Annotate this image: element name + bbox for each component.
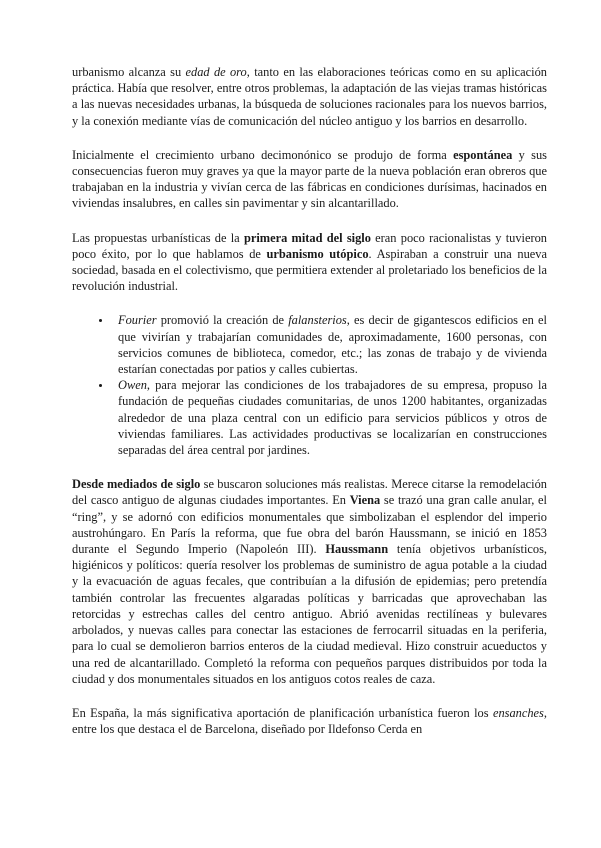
paragraph-urbanism-golden-age: urbanismo alcanza su edad de oro, tanto en las elaboraciones teóricas como en su aplicación práctica. Había que resolver, entre otros problemas, la adaptación de las viejas tramas históricas a las nuevas necesidades urbanas, la búsqueda de soluciones racionales para los nuevos barrios, y la conexión mediante vías de comunicación del núcleo antiguo y los barrios en desarrollo. [72,65,547,128]
list-item-fourier: • Fourier promovió la creación de falansterios, es decir de gigantescos edificios en el que vivirían y trabajarían comunidades de, aproximadamente, 1600 personas, con servicios comunes de biblioteca, comedor, etc.; las zonas de trabajo y de vivienda estarían conectadas por patios y calles cubiertas. [112,312,547,377]
bold-desde-mediados: Desde mediados de siglo [72,477,201,492]
bold-viena: Viena [349,493,381,508]
paragraph-spain-ensanches: En España, la más significativa aportación de planificación urbanística fueron los ensanches, entre los que destaca el de Barcelona, diseñado por Ildefonso Cerda en [72,705,547,737]
emphasis-edad-de-oro: edad de oro [185,65,247,79]
bold-primera-mitad: primera mitad del siglo [243,230,371,245]
paragraph-spontaneous-growth: Inicialmente el crecimiento urbano decimonónico se produjo de forma espontánea y sus consecuencias fueron muy graves ya que la mayor parte de la nueva población eran obreros que trabajaban en la industria y vivían cerca de las fábricas en condiciones durísimas, hacinados en viviendas insalubres, en calles sin pavimentar y sin alcantarillado. [72,147,547,211]
list-item-owen: • Owen, para mejorar las condiciones de los trabajadores de su empresa, propuso la fundación de pequeñas ciudades comunitarias, de unos 1200 habitantes, organizadas alrededor de una plaza central con un edificio para servicios públicos y otros de viviendas familiares. Las actividades productivas se localizarían en construcciones separadas del área central por jardines. [112,377,547,458]
bold-espontanea: espontánea [453,147,513,162]
emphasis-ensanches: ensanches [492,705,544,720]
emphasis-falansterios: falansterios [288,313,347,328]
utopian-proposals-list [72,312,547,458]
bold-haussmann: Haussmann [325,542,389,557]
emphasis-fourier: Fourier [118,313,157,328]
paragraph-realist-solutions: Desde mediados de siglo se buscaron soluciones más realistas. Merece citarse la remodelación del casco antiguo de algunas ciudades importantes. En Viena se trazó una gran calle anular, el “ring”, y se adornó con edificios monumentales que simbolizaban el esplendor del imperio austrohúngaro. En París la reforma, que fue obra del barón Haussmann, se inició en 1853 durante el Segundo Imperio (Napoleón III). Haussmann tenía objetivos urbanísticos, higiénicos y políticos: quería resolver los problemas de suministro de agua potable a la ciudad y la evacuación de aguas fecales, que contribuían a la difusión de epidemias; pero pretendía también controlar las frecuentes algaradas políticas y barricadas que aprovechaban las retorcidas y estrechas calles del centro antiguo. Abrió avenidas rectilíneas y bulevares arbolados, y nuevas calles para conectar las estaciones de ferrocarril situadas en la periferia, para lo cual se demolieron barrios enteros de la ciudad medieval. Hizo construir acueductos y una red de alcantarillado. Completó la reforma con pequeños parques distribuidos por toda la ciudad y dos monumentales situados en los antiguos cotos reales de caza. [72,477,548,686]
bold-urbanismo-utopico: urbanismo utópico [266,246,369,261]
paragraph-utopian-urbanism: Las propuestas urbanísticas de la primera mitad del siglo eran poco racionalistas y tuvieron poco éxito, por lo que hablamos de urbanismo utópico. Aspiraban a construir una nueva sociedad, basada en el colectivismo, que permitiera extender al proletariado los beneficios de la revolución industrial. [72,230,547,294]
emphasis-owen: Owen [118,378,147,393]
